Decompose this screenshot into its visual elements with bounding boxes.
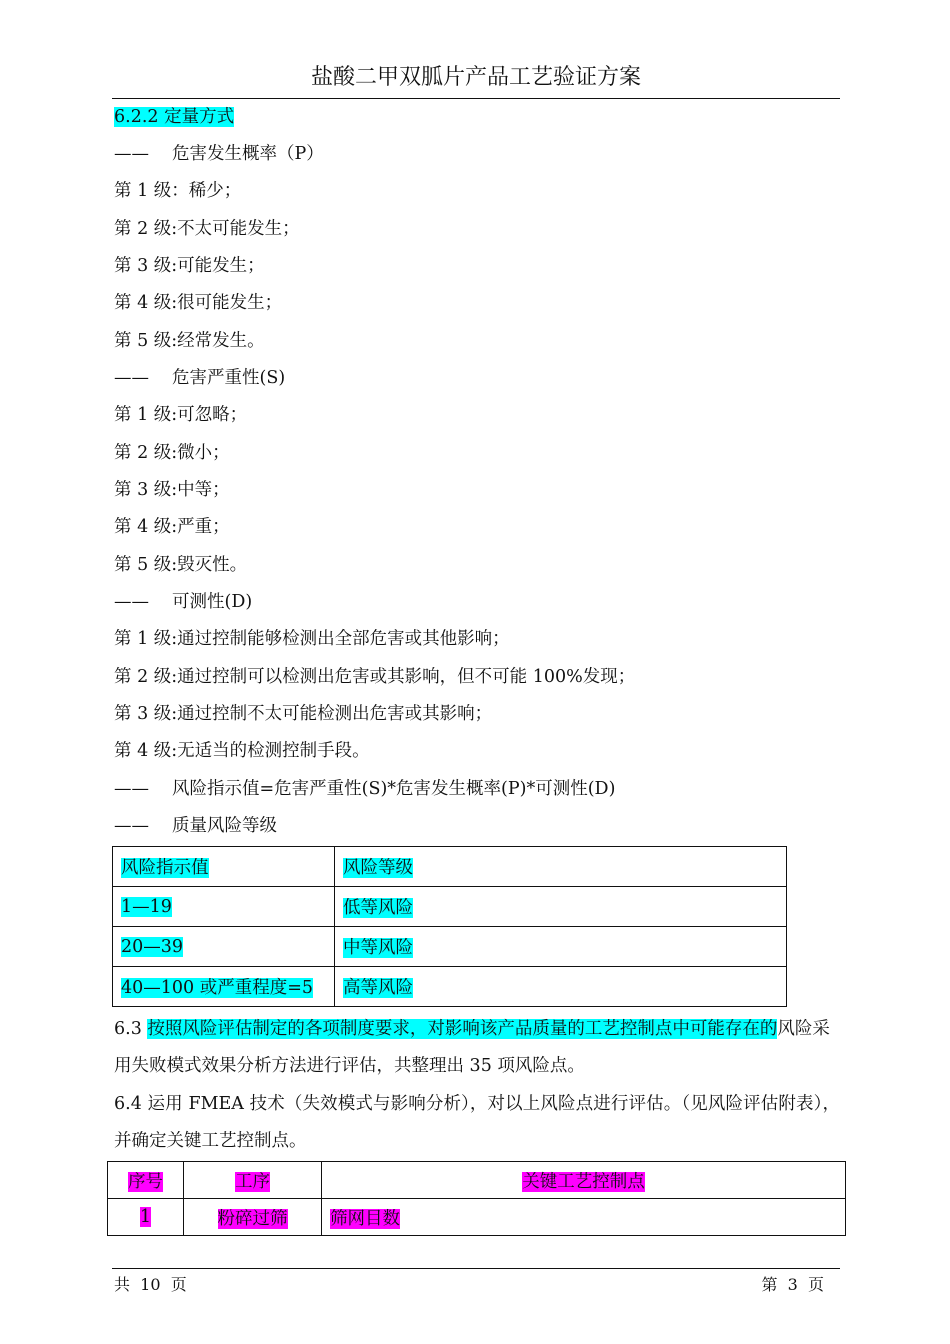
paragraph-highlight: 按照风险评估制定的各项制度要求，对影响该产品质量的工艺控制点中可能存在的: [147, 1019, 778, 1039]
table-row: [108, 1199, 846, 1236]
formula-line: [114, 777, 615, 801]
risk-grade: 中等风险: [343, 938, 413, 958]
table-cell: [108, 1199, 184, 1236]
risk-grade: 低等风险: [343, 898, 413, 918]
dash: ——: [114, 368, 149, 388]
table-cell: [108, 1162, 184, 1199]
section-heading: [114, 105, 234, 129]
header-level: 风险等级: [343, 858, 413, 878]
row-process: 粉碎过筛: [217, 1208, 288, 1229]
header-indicator: 风险指示值: [121, 858, 209, 878]
paragraph-6-4: 6.4 运用 FMEA 技术（失效模式与影响分析），对以上风险点进行评估。（见风险评估附表），并确定关键工艺控制点。: [114, 1094, 840, 1151]
header-divider: [112, 98, 840, 99]
risk-levels-title: 质量风险等级: [172, 816, 277, 836]
risk-range: 20—39: [121, 936, 184, 957]
probability-title: 危害发生概率（P）: [172, 144, 324, 164]
table-cell: [113, 927, 335, 967]
probability-level: 第 5 级:经常发生。: [114, 331, 265, 351]
table-cell: [113, 887, 335, 927]
document-title: 盐酸二甲双胍片产品工艺验证方案: [310, 65, 641, 90]
severity-level: 第 2 级:微小；: [114, 443, 230, 463]
header-control-point: 关键工艺控制点: [522, 1171, 645, 1192]
detectability-title-line: [114, 590, 252, 614]
risk-grade: 高等风险: [343, 978, 413, 998]
risk-range: 40—100 或严重程度=5: [121, 978, 314, 998]
severity-title-line: [114, 366, 285, 390]
table-cell: [335, 847, 787, 887]
probability-level: 第 3 级:可能发生；: [114, 256, 265, 276]
severity-level: 第 4 级:严重；: [114, 517, 230, 537]
table-row: [113, 927, 787, 967]
table-header-row: [108, 1162, 846, 1199]
page-number: 第 3 页: [761, 1275, 824, 1294]
dash: ——: [114, 816, 149, 836]
total-pages: 共 10 页: [114, 1275, 187, 1294]
detectability-level: 第 3 级:通过控制不太可能检测出危害或其影响；: [114, 704, 493, 724]
dash: ——: [114, 779, 149, 799]
table-cell: [113, 967, 335, 1007]
severity-level: 第 5 级:毁灭性。: [114, 555, 248, 575]
risk-levels-title-line: [114, 814, 277, 838]
table-cell: [184, 1199, 322, 1236]
table-cell: [184, 1162, 322, 1199]
table-cell: [335, 887, 787, 927]
severity-level: 第 3 级:中等；: [114, 480, 230, 500]
control-point-table: [107, 1161, 846, 1236]
dash: ——: [114, 592, 149, 612]
table-cell: [335, 967, 787, 1007]
table-row: [113, 887, 787, 927]
footer-divider: [112, 1268, 840, 1269]
probability-level: 第 2 级:不太可能发生；: [114, 219, 300, 239]
probability-level: 第 1 级：稀少；: [114, 181, 242, 201]
dash: ——: [114, 144, 149, 164]
detectability-title: 可测性(D): [172, 592, 253, 612]
detectability-level: 第 2 级:通过控制可以检测出危害或其影响，但不可能 100%发现；: [114, 667, 636, 687]
table-cell: [322, 1162, 846, 1199]
header-seq: 序号: [128, 1171, 163, 1192]
paragraph-6-3: [114, 1011, 840, 1085]
probability-level: 第 4 级:很可能发生；: [114, 293, 283, 313]
table-cell: [113, 847, 335, 887]
risk-formula: 风险指示值=危害严重性(S)*危害发生概率(P)*可测性(D): [172, 779, 616, 799]
risk-range: 1—19: [121, 896, 172, 917]
row-seq: 1: [139, 1207, 152, 1227]
table-header-row: [113, 847, 787, 887]
paragraph-rest: 风险采用失败模式效果分析方法进行评估，共整理出 35 项风险点。: [114, 1019, 830, 1076]
paragraph-number: 6.3: [114, 1019, 142, 1039]
table-row: [113, 967, 787, 1007]
detectability-level: 第 1 级:通过控制能够检测出全部危害或其他影响；: [114, 629, 510, 649]
probability-title-line: [114, 142, 324, 166]
section-heading-text: 6.2.2 定量方式: [114, 107, 235, 127]
header-process: 工序: [235, 1171, 270, 1192]
detectability-level: 第 4 级:无适当的检测控制手段。: [114, 741, 370, 761]
table-cell: [322, 1199, 846, 1236]
severity-title: 危害严重性(S): [172, 368, 286, 388]
severity-level: 第 1 级:可忽略；: [114, 405, 248, 425]
row-control-point: 筛网目数: [330, 1208, 400, 1229]
risk-level-table: [112, 846, 787, 1007]
table-cell: [335, 927, 787, 967]
